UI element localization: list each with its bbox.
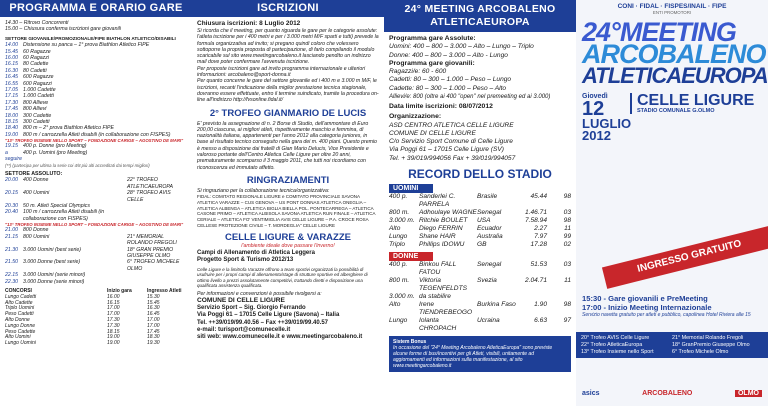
cv-par: Celle Ligure e la limitrofa Varazze offrono a team sportivi organizzati la possibilità di usufruire per i propri campi di allenamento/stage di strutture sportive ed alberghiere di ottimo livello a prezzi assolutamente competitivi, trattando diretti e disposizione una qualificata assistenza qualificata. [197, 266, 368, 289]
iscrizioni-column [192, 0, 384, 406]
event-cell: 800 Allieve [23, 99, 49, 106]
record-cell: 51.53 [530, 260, 547, 268]
ingresso-gratuito-ribbon: INGRESSO GRATUITO [602, 225, 768, 289]
record-cell: 1.90 [534, 300, 547, 308]
record-cell: 1.46.71 [525, 208, 547, 216]
event-cell: 400 Donne [23, 177, 49, 184]
schedule-1: 15:30 - Gare giovanili e PreMeeting [582, 294, 708, 303]
event-cell: 1.000 Cadette [23, 86, 56, 93]
tel: Tel. ++39/019/99.40.56 – Fax ++39/019/99.40.57 [197, 319, 328, 326]
record-cell: 03 [563, 208, 571, 216]
concorsi-event: Lungo Donne [5, 322, 36, 329]
concorsi-event: Alto Uomini [5, 334, 31, 341]
stadio: STADIO COMUNALE G.OLMO [637, 108, 715, 114]
concorsi-event: Triplo Uomini [5, 305, 35, 312]
giovanile-schedule [5, 42, 187, 138]
donne-line: Donne: 400 – 800 – 3.000 – Alto - Lungo [389, 51, 508, 59]
ring-text: FIDAL: COMITATO REGIONALE LIGURE e COMITATO PROVINCIALE SAVONA ATLETICA VARAZZE – CUS GENOVA – US PONT DONNAS ATLETICA ONEGLIA – ATLETICA ALBENGA – ATLETICA BIGLIA BIELLA POL. PONTECARREGA – ATLETICA CASONE PRIMO – ATLETICA ALBISOLA SAVONA ATLETICA RUN FINALE – ATLETICA CERIALE – ATLETICA FO' VENTIMIGLIA AVIS CELLE LIGURE – P.A. CROCE ROSA CELLESE PROTEZIONE CIVILE – T. MORDEGLIA" CELLE LIGURE [197, 194, 376, 228]
sistem-title: Sistem Bonus [393, 338, 427, 345]
record-cell: 400 p. [389, 192, 408, 200]
cv-text1: Campi di Allenamento di Atletica Leggera [197, 249, 315, 256]
record-cell: 800 m. [389, 276, 410, 284]
assoluto-schedule-2 [5, 227, 187, 285]
data-limite: Data limite iscrizioni: 08/07/2012 [389, 103, 493, 111]
record-cell: Lungo [389, 232, 408, 240]
concorsi-start: 17.30 [107, 317, 120, 323]
cadetti-line: Cadetti: 80 – 300 – 1.000 – Peso – Lungo [389, 76, 512, 84]
event-cell: 600 Ragazzi [23, 80, 52, 87]
record-cell: Diego FERRIN [419, 224, 463, 232]
event-cell: 800 m / carrozzella Atleti disabili (in collaborazione con FISPES) [23, 131, 171, 138]
enti-logos: CONI · FIDAL · FISPES/INAIL · FIPE [617, 3, 727, 10]
schedule-row [5, 234, 187, 247]
uomini-band: UOMINI [389, 184, 433, 193]
ragazzi-line: Ragazzi/e: 60 - 600 [389, 68, 447, 76]
chiusura-iscrizioni: Chiusura iscrizioni: 8 Luglio 2012 [197, 20, 301, 27]
trophy-cell: 6° TROFEO MICHELE OLMO [127, 259, 180, 272]
time-cell: 17.30 [5, 99, 18, 106]
concorsi-ingresso: 19.30 [147, 340, 160, 347]
intro-line: 14.30 – Ritrovo Concorrenti [5, 20, 69, 26]
time-cell: 22.15 [5, 272, 18, 279]
record-row [389, 277, 571, 293]
day: 12 [582, 98, 605, 120]
record-cell: da stabilire [419, 292, 451, 300]
time-cell: 20.15 [5, 190, 18, 197]
record-cell: Alto [389, 224, 401, 232]
concorsi-event: Lungo Uomini [5, 340, 36, 347]
concorsi-start: 16.00 [107, 293, 120, 300]
record-cell: 400 p. [389, 260, 408, 268]
concorsi-ingresso: 18.30 [147, 334, 160, 341]
record-cell: 98 [563, 216, 571, 224]
concorsi-ingresso: 16.30 [147, 305, 160, 312]
record-cell: Senegal [477, 260, 502, 268]
time-cell: 21.30 [5, 246, 18, 253]
meeting-name: ARCOBALENO [582, 39, 766, 69]
trofeo-text: E' previsto la assegnazione di n. 2 Borse di Studio, dell'ammontare di Euro 200,00 ciascuna, ai migliori atleti, rispettivamente maschio e femmina, di nazionalità italiana, appartenenti per l'anno 2012 alla categoria juniores, in base al risultato tecnico conseguito nella gara dei m. 400 piani. Questo premio è messo a disposizione dai fratelli di Gian Mario Delucis, Vice Presidente e valoroso portante dell'Centro Atletica Celle Ligure per oltre 20 anni, prematuramente scomparso il 3 maggio 2011, che tutti noi ricordiamo con riconoscenza ed immutato affetto. [197, 120, 377, 171]
giovanile-note: "13° TROFEO INSIEME NELLO SPORT – FONDAZIONE CARIGE – AGOSTINO DE MARI" [5, 138, 184, 144]
assoluto-title: SETTORE ASSOLUTO: [5, 170, 63, 177]
time-cell: 19.00 [5, 131, 18, 138]
record-cell: USA [477, 216, 491, 224]
servizio: Servizio Sport – Sig. Giorgio Ferrando [197, 305, 306, 312]
record-cell: Senegal [477, 208, 502, 216]
event-cell: 300 Cadetti [23, 118, 50, 125]
record-cell: 3.000 m. [389, 292, 415, 300]
uomini-records [389, 193, 571, 249]
concorsi-event: Peso Cadetti [5, 311, 34, 318]
time-cell: 18.15 [5, 118, 18, 125]
trofeo-row [581, 342, 763, 349]
schedule-row [5, 190, 187, 203]
time-cell: 21.50 [5, 259, 18, 266]
concorsi-ingresso: 17.00 [147, 317, 160, 323]
programma-column [0, 0, 192, 406]
record-cell [547, 293, 571, 301]
iscrizioni-par: Per proposte iscrizioni gare ad invito programma internazionale e ulteriori informazioni: arcobaleno@sport-donna.it [197, 65, 366, 79]
navetta-note: Servizio navetta gratuito per atleti e pubblico, capolinea Hotel Riviera alle 15 [582, 312, 751, 318]
event-cell: 80 Cadetti [23, 67, 47, 74]
time-cell: 18.40 [5, 125, 18, 132]
concorsi-ingresso: 15.30 [147, 293, 160, 300]
record-cell: Sanderlei C. PARRELA [419, 192, 456, 208]
concorsi-ingresso: 17.45 [147, 328, 160, 335]
time-cell: 21.00 [5, 227, 18, 234]
comune: COMUNE DI CELLE LIGURE [197, 297, 285, 305]
celle-varazze-sub: l'ambiente ideale dove passare l'inverno! [241, 243, 335, 250]
web-link[interactable]: siti web: www.comunecelle.it e www.meetingarcobaleno.it [197, 334, 363, 341]
time-cell: 16.15 [5, 61, 18, 68]
record-row [389, 301, 571, 317]
time-cell: 16.30 [5, 67, 18, 74]
record-title: RECORD DELLO STADIO [408, 166, 552, 181]
org-line: Via Poggi 61 – 17015 Celle Ligure (SV) [389, 146, 504, 154]
concorsi-ingresso: 16.45 [147, 311, 160, 318]
trofeo-row [581, 349, 763, 356]
event-cell: 800 Uomini [23, 233, 50, 240]
allievi-line: Allievi/e: 800 (oltre ai 400 "open" nel premeeting ed ai 3.000) [389, 93, 551, 100]
uomini-line: Uomini: 400 – 800 – 3.000 – Alto – Lungo – Triplo [389, 43, 534, 51]
record-cell: Alto [389, 300, 401, 308]
cadette-line: Cadette: 80 – 300 – 1.000 – Peso – Alto [389, 84, 507, 92]
record-cell: Shane HAIR [419, 232, 456, 240]
trophy-cell: 18° GRAN PREMIO GIUSEPPE OLMO [127, 246, 174, 259]
record-cell: 99 [563, 232, 571, 240]
enti-sub: ENTI PROMOTORI [652, 10, 692, 15]
time-cell: 20.00 [5, 177, 18, 184]
time-cell: a seguire [5, 149, 23, 163]
concorsi-ingresso: 15.45 [147, 299, 160, 306]
donne-band: DONNE [389, 252, 433, 261]
org-line: C/o Servizio Sport Comune di Celle Ligure [389, 138, 513, 146]
event-cell: 60 Ragazze [23, 48, 51, 55]
trofei-box [576, 332, 768, 358]
programma-title: PROGRAMMA E ORARIO GARE [0, 0, 192, 17]
trofeo-left: 22° Trofeo AtleticaEuropa [581, 341, 643, 348]
record-row [389, 209, 571, 217]
concorsi-event: Lungo Cadetti [5, 293, 37, 300]
schedule-row [5, 209, 187, 222]
concorsi-header: CONCORSI Inizio gara Ingresso Atleti [5, 288, 182, 295]
trophy-cell: 22° TROFEO ATLETICAEUROPA [127, 177, 173, 190]
iscrizioni-par: Si ricorda che il meeting, per quanto riguarda le gare per le categorie assolute: l'atleta iscrizione per i 400 metri e per i 3.000 metri M/F sparti e tutti) prevede la formula organizzativa ad invito; si pregano quindi coloro che volessero sottoporre la propria proposta di partecipazione, di farlo compilando il modulo scaricabile sul sito www.meetingarcobaleno.it lasciando pendito un indirizzo mail dove poter confermare l'avvenuta iscrizione. [197, 28, 379, 66]
record-cell: Irene TIENDREBEOGO [419, 300, 473, 316]
trofeo-title: 2° TROFEO GIANMARIO DE LUCIS [209, 107, 367, 119]
poster-column [576, 0, 768, 406]
iscrizioni-title: ISCRIZIONI [192, 0, 384, 17]
time-cell: 18.00 [5, 112, 18, 119]
sistem-bonus-box [389, 336, 571, 372]
concorsi-start: 17.30 [107, 322, 120, 329]
sponsor-asics: asics [582, 390, 600, 397]
record-cell: Svezia [477, 276, 497, 284]
time-cell: 17.45 [5, 106, 18, 113]
time-cell: 16.55 [5, 80, 18, 87]
meeting-num: 24°MEETING [582, 17, 736, 47]
prog-giovanile-title: Programma gare giovanili: [389, 59, 475, 67]
month: LUGLIO [582, 116, 632, 131]
record-cell: Viktoria TEGENFELDTS [419, 276, 467, 292]
event-cell: 80 Cadette [23, 61, 49, 68]
record-cell: 11 [564, 224, 571, 232]
event-cell: 600 Ragazze [23, 74, 54, 81]
meeting-title: 24° MEETING ARCOBALENO ATLETICAEUROPA [384, 0, 576, 32]
record-cell: 98 [563, 192, 571, 200]
assoluto-note: "13° TROFEO INSIEME NELLO SPORT – FONDAZIONE CARIGE – AGOSTINO DE MARI" [5, 222, 184, 228]
cv-text2: Progetto Sport & Turismo 2012/13 [197, 257, 294, 264]
address: Via Poggi 61 – 17015 Celle Ligure (Savona) – Italia [197, 312, 340, 319]
assoluto-schedule [5, 177, 187, 222]
time-cell: 20.30 [5, 202, 18, 209]
record-cell: Adhoulaye WAGNE [419, 208, 477, 216]
time-cell: 16.45 [5, 74, 18, 81]
giovanile-schedule-2 [5, 143, 187, 162]
sponsor-arcobaleno: ARCOBALENO [642, 390, 693, 397]
event-cell: 50 m. Atleti Special Olympics [23, 202, 90, 209]
schedule-row [5, 279, 187, 285]
record-cell: 7.97 [534, 232, 547, 240]
event-cell: 400 p. Donne (pro Meeting) [23, 143, 87, 150]
iscrizioni-par: Per quanto concerne le gare del settore giovanile ed i 400 m e 3.000 m M/F, le iscrizioni, recanti l'indicazione della miglior prestazione tecnica stagionale, dovranno essere effettuate, entro il termine suindicato, tramite la procedura on-line all'indirizzo http://fvsonline.fidal.it/ [197, 78, 379, 104]
concorsi-ingresso: 17.00 [147, 322, 160, 329]
time-cell: 20.40 [5, 209, 18, 216]
trofeo-left: 13° Trofeo Insieme nello Sport [581, 348, 654, 355]
time-cell: 15.45 [5, 48, 18, 55]
event-cell: 100 m / carrozzella Atleti disabili (in collaborazione con FISPES) [23, 209, 105, 222]
record-cell: 03 [563, 260, 571, 268]
concorsi-start: 16.15 [107, 299, 120, 306]
record-cell: 97 [563, 316, 571, 324]
trofeo-right: 18° GranPremio Giuseppe Olmo [672, 341, 750, 348]
sistem-text: In occasione del "24° Meeting Arcobaleno AtleticaEuropa" sono previste alcune forme di bus/incentivi per gli Atleti, visibili, unitamente ad aggiornamenti ed informazioni sulla manifestazione, al sito www.meetingarcobaleno.it [393, 344, 553, 369]
record-cell: Ucraina [477, 316, 500, 324]
event-cell: 3.000 Donne (best serie) [23, 259, 81, 266]
event-cell: 3.000 Uomini (best serie) [23, 246, 81, 253]
record-row [389, 217, 571, 225]
celle-ligure: CELLE LIGURE [637, 92, 755, 109]
record-row [389, 261, 571, 277]
record-row [389, 293, 571, 301]
event-cell: 3.000 Uomini (serie minori) [23, 272, 86, 279]
event-cell: 800 Donne [23, 227, 49, 234]
trofeo-right: 6° Trofeo Michele Olmo [672, 348, 729, 355]
record-row [389, 317, 571, 333]
time-cell: 17.05 [5, 86, 18, 93]
record-cell: Australia [477, 232, 503, 240]
trophy-cell [127, 209, 187, 222]
year: 2012 [582, 128, 611, 143]
concorsi-start: 17.00 [107, 305, 120, 312]
concorsi-start: 18.15 [107, 328, 120, 335]
record-cell [477, 293, 517, 301]
event-cell: 3.000 Donne (serie minori) [23, 278, 85, 285]
record-cell: GB [477, 240, 487, 248]
concorsi-start: 19.00 [107, 334, 120, 341]
record-cell: 45.44 [530, 192, 547, 200]
org-title: Organizzazione: [389, 113, 442, 121]
small-note: (**) (partecipa per ultima la serie coi 4/8 più alti accreditati dai tempi migliori) [5, 162, 150, 168]
ring-intro: Si ringraziano per la collaborazione tecnica/organizzativa: [197, 187, 330, 194]
record-cell: 3.000 m. [389, 216, 415, 224]
concorsi-table [5, 289, 187, 347]
trofeo-left: 20° Trofeo AVIS Celle Ligure [581, 335, 650, 341]
intro-line: 15.00 – Chiusura conferma iscrizioni gare giovanili [5, 26, 121, 33]
concorsi-event: Peso Cadette [5, 328, 36, 335]
record-row [389, 225, 571, 233]
record-row [389, 233, 571, 241]
record-cell: Lungo [389, 316, 408, 324]
giovanile-title: SETTORE GIOVANILE/PROMOZIONALE/FIPE BIATHLON ATLETICO/DISABILI [5, 35, 176, 41]
event-cell: Distensione su panca – 1° prova Biathlon Atletico FIPE [23, 42, 150, 49]
time-cell: 19.15 [5, 143, 18, 150]
time-cell: 22.30 [5, 278, 18, 285]
meeting-sub: ATLETICAEUROPA [582, 63, 768, 88]
time-cell: 14.00 [5, 42, 18, 49]
trophy-cell: 21° MEMORIAL ROLANDO FREGOLI [127, 233, 177, 247]
cv-info: Per informazioni e convenzioni è possibile rivolgersi a: [197, 290, 322, 297]
record-cell: 11 [564, 276, 571, 284]
event-cell: 400 Uomini [23, 190, 50, 197]
record-cell: 2.27 [534, 224, 547, 232]
schedule-row [5, 177, 187, 190]
schedule-row [5, 259, 187, 272]
event-cell: 400 p. Uomini (pro Meeting) [23, 149, 88, 156]
prog-assoluto-title: Programma gare Assolute: [389, 35, 476, 42]
trophy-cell: 28° TROFEO AVIS CELLE [127, 190, 171, 203]
record-cell: 02 [563, 240, 571, 248]
record-cell: Burkina Faso [477, 300, 516, 308]
record-row [389, 241, 571, 249]
concorsi-start: 17.00 [107, 311, 120, 318]
event-cell: 300 Cadette [23, 112, 52, 119]
record-cell: Phillips IDOWU [419, 240, 465, 248]
trofeo-row [581, 335, 763, 342]
org-line: COMUNE DI CELLE LIGURE [389, 130, 476, 138]
record-cell: 7.58.94 [525, 216, 547, 224]
concorsi-row [5, 341, 187, 347]
record-cell: Ecuador [477, 224, 502, 232]
time-cell: 21.15 [5, 233, 18, 240]
record-cell: Brasile [477, 192, 498, 200]
org-line: ASD CENTRO ATLETICA CELLE LIGURE [389, 121, 514, 129]
sponsor-bar [576, 390, 768, 397]
record-cell: 98 [563, 300, 571, 308]
record-cell [517, 293, 547, 301]
concorsi-start: 19.00 [107, 340, 120, 347]
celle-varazze-title: CELLE LIGURE & VARAZZE [225, 232, 351, 244]
event-cell: 800 Allievi [23, 106, 47, 113]
record-cell: Ritchie BOULET [419, 216, 468, 224]
donne-records [389, 261, 571, 333]
event-cell: 1.000 Cadetti [23, 93, 54, 100]
time-cell: 17.15 [5, 93, 18, 100]
record-cell: 17.28 [530, 240, 547, 248]
event-cell: 60 Ragazzi [23, 54, 49, 61]
trofeo-right: 21° Memorial Rolando Fregoli [672, 335, 744, 341]
date-block: Giovedì 12 LUGLIO 2012 [582, 93, 632, 143]
email-link[interactable]: e-mail: turisport@comunecelle.it [197, 326, 291, 333]
schedule-row [5, 150, 187, 163]
schedule-row [5, 247, 187, 260]
trophy-cell [127, 279, 187, 285]
record-cell: 2.04.71 [525, 276, 547, 284]
record-cell: Binkou FALL FATOU [419, 260, 457, 276]
ringraziamenti-title: RINGRAZIAMENTI [246, 174, 330, 186]
record-row [389, 193, 571, 209]
meeting-column [384, 0, 576, 406]
event-cell: 800 m – 2° prova Biathlon Atletico FIPE [23, 125, 114, 132]
org-line: Tel. + 39/019/994056 Fax + 39/019/994057 [389, 154, 516, 162]
record-cell: 800 m. [389, 208, 410, 216]
org-lines [389, 122, 571, 163]
record-cell: Triplo [389, 240, 405, 248]
concorsi-event: Alto Cadette [5, 299, 33, 306]
time-cell: 16.00 [5, 54, 18, 61]
sponsor-olmo: OLMO [735, 390, 762, 397]
record-cell: 6.63 [534, 316, 547, 324]
schedule-2: 17:00 - Inizio Meeting Internazionale [582, 303, 712, 312]
record-cell: Iolanta CHROPACH [419, 316, 457, 332]
concorsi-event: Alto Donne [5, 317, 30, 323]
